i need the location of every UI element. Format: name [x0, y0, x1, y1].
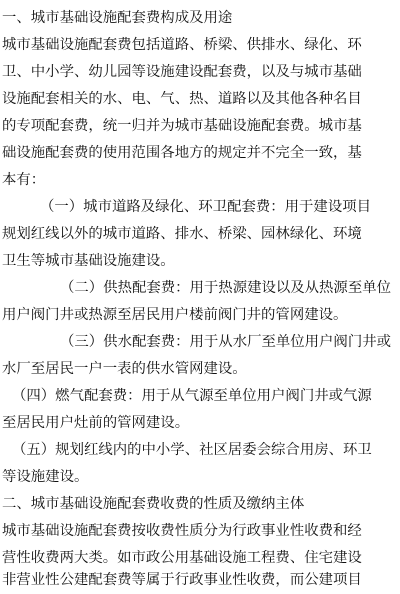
list-item-5-line: （五）规划红线内的中小学、社区居委会综合用房、环卫 [12, 442, 372, 458]
list-item-1-line: 规划红线以外的城市道路、排水、桥梁、园林绿化、环境 [2, 226, 362, 242]
list-item-4-line: 至居民用户灶前的管网建设。 [2, 415, 190, 431]
section-heading-2: 二、城市基础设施配套费收费的性质及缴纳主体 [2, 496, 305, 512]
list-item-1-line: 卫生等城市基础设施建设。 [2, 253, 175, 269]
paragraph-line: 础设施配套费的使用范围各地方的规定并不完全一致，基 [2, 145, 362, 161]
paragraph-line: 的专项配套费，统一归并为城市基础设施配套费。城市基 [2, 118, 362, 134]
paragraph-line: 营性收费两大类。如市政公用基础设施工程费、住宅建设 [2, 550, 362, 566]
list-item-2-line: （二）供热配套费：用于热源建设以及从热源至单位 [60, 280, 391, 296]
paragraph-line: 设施配套相关的水、电、气、热、道路以及其他各种名目 [2, 91, 362, 107]
list-item-2-line: 用户阀门井或热源至居民用户楼前阀门井的管网建设。 [2, 307, 348, 323]
list-item-5-line: 等设施建设。 [2, 469, 89, 485]
list-item-3-line: 水厂至居民一户一表的供水管网建设。 [2, 361, 247, 377]
paragraph-line: 卫、中小学、幼儿园等设施建设配套费，以及与城市基础 [2, 64, 362, 80]
paragraph-line: 本有： [2, 172, 46, 188]
paragraph-line: 非营业性公建配套费等属于行政事业性收费，而公建项目 [2, 572, 362, 588]
list-item-1-line: （一）城市道路及绿化、环卫配套费：用于建设项目 [40, 199, 371, 215]
section-heading-1: 一、城市基础设施配套费构成及用途 [2, 10, 233, 26]
paragraph-line: 城市基础设施配套费包括道路、桥梁、供排水、绿化、环 [2, 37, 362, 53]
list-item-3-line: （三）供水配套费：用于从水厂至单位用户阀门井或 [60, 334, 391, 350]
list-item-4-line: （四）燃气配套费：用于从气源至单位用户阀门井或气源 [12, 388, 372, 404]
paragraph-line: 城市基础设施配套费按收费性质分为行政事业性收费和经 [2, 523, 362, 539]
